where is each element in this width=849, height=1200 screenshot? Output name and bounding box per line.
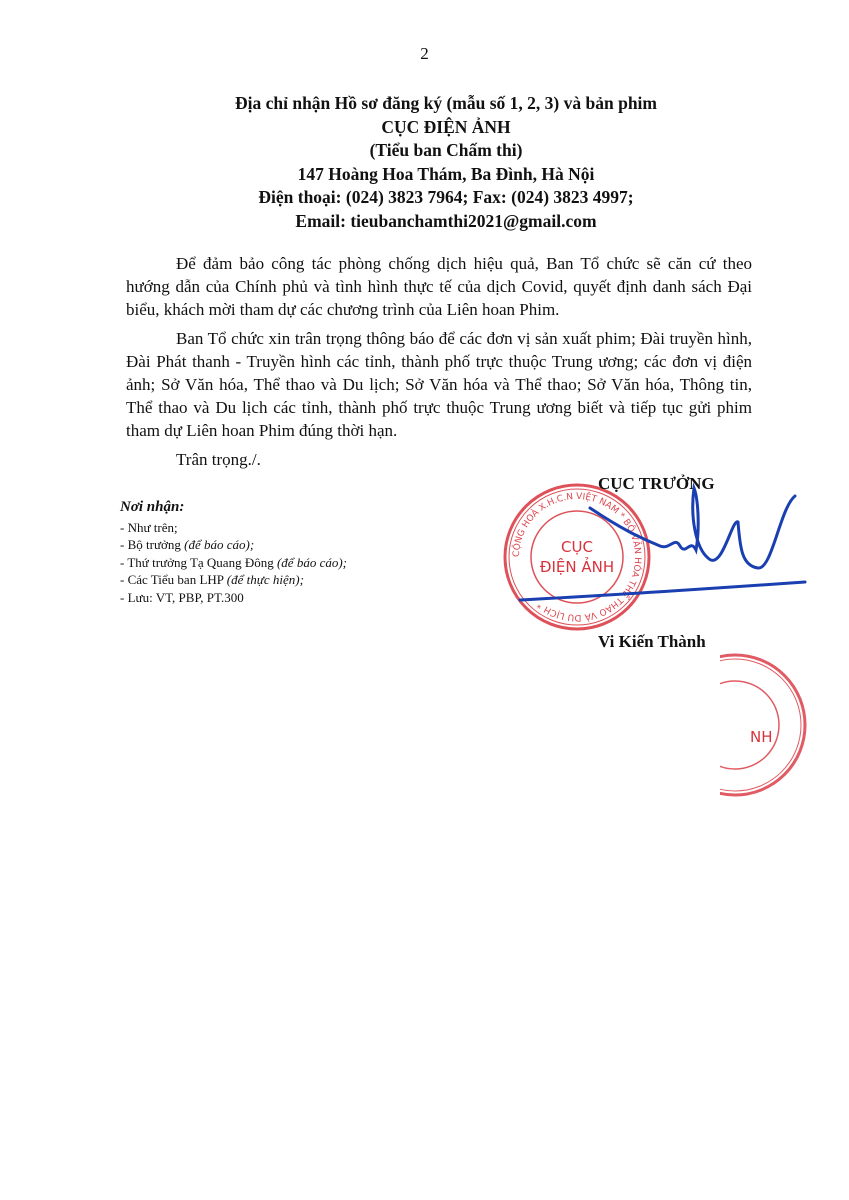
closing-line: Trân trọng./. <box>176 450 261 469</box>
body-text <box>126 252 752 477</box>
svg-text:NH: NH <box>750 728 773 746</box>
signer-title: CỤC TRƯỞNG <box>598 474 715 493</box>
paragraph-notice: Ban Tổ chức xin trân trọng thông báo để các đơn vị sản xuất phim; Đài truyền hình, Đài Phát thanh - Truyền hình các tỉnh, thành phố trực thuộc Trung ương; các đơn vị điện ảnh; Sở Văn hóa, Thể thao và Du lịch; Sở Văn hóa và Thể thao; Sở Văn hóa, Thông tin, Thể thao và Du lịch các tỉnh, thành phố trực thuộc Trung ương biết và tiếp tục gửi phim tham dự Liên hoan Phim đúng thời hạn. <box>126 329 752 440</box>
phone-fax: Điện thoại: (024) 3823 7964; Fax: (024) 3823 4997; <box>258 187 634 207</box>
recipient-item: - Thứ trưởng Tạ Quang Đông (để báo cáo); <box>120 554 347 570</box>
recipients-list <box>120 499 440 606</box>
street-address: 147 Hoàng Hoa Thám, Ba Đình, Hà Nội <box>297 163 595 184</box>
page-number: 2 <box>420 44 429 63</box>
submission-address-block <box>140 92 752 233</box>
svg-text:ĐIỆN ẢNH: ĐIỆN ẢNH <box>539 558 615 576</box>
recipient-item: - Như trên; <box>120 519 178 535</box>
handwritten-signature <box>510 478 810 618</box>
svg-text:CỤC: CỤC <box>561 538 593 556</box>
partial-stamp <box>720 650 810 800</box>
recipient-item: - Các Tiểu ban LHP (để thực hiện); <box>120 572 304 587</box>
paragraph-covid: Để đảm bảo công tác phòng chống dịch hiệu quả, Ban Tổ chức sẽ căn cứ theo hướng dẫn của Chính phủ và tình hình thực tế của dịch Covid, quyết định danh sách Đại biểu, khách mời tham dự các chương trình của Liên hoan Phim. <box>126 254 752 319</box>
signer-name: Vi Kiến Thành <box>598 632 706 651</box>
recipient-item: - Lưu: VT, PBP, PT.300 <box>120 589 244 605</box>
recipients-title: Nơi nhận: <box>120 499 185 515</box>
email-line: Email: tieubanchamthi2021@gmail.com <box>295 210 597 231</box>
subcommittee-name: (Tiểu ban Chấm thi) <box>369 140 523 160</box>
svg-text:CỘNG HOÀ X.H.C.N VIỆT NAM * BỘ: CỘNG HOÀ X.H.C.N VIỆT NAM * BỘ VĂN HÓA THỂ THAO VÀ DU LỊCH * <box>511 491 643 623</box>
address-heading: Địa chỉ nhận Hồ sơ đăng ký (mẫu số 1, 2, 3) và bản phim <box>234 93 658 113</box>
agency-name: CỤC ĐIỆN ẢNH <box>381 116 511 137</box>
recipient-item: - Bộ trưởng (để báo cáo); <box>120 537 255 552</box>
